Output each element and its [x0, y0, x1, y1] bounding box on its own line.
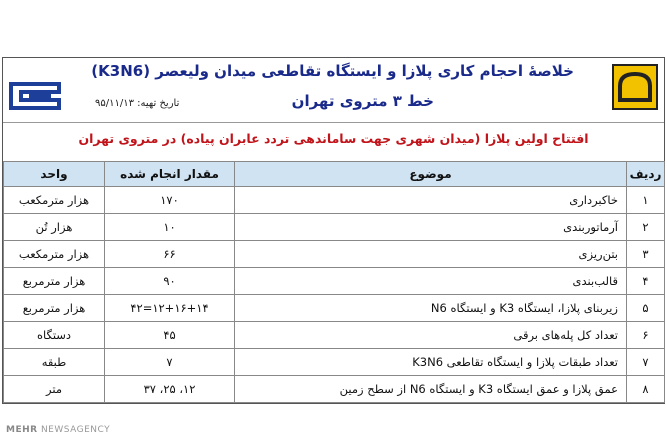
row-quantity: ۷ — [105, 349, 235, 376]
table-row — [4, 322, 665, 349]
row-unit: هزار مترمکعب — [4, 187, 105, 214]
row-number: ۵ — [627, 295, 665, 322]
table-header-row — [4, 162, 665, 187]
table-row — [4, 187, 665, 214]
company-logo-icon — [7, 78, 67, 114]
row-quantity: ۶۶ — [105, 241, 235, 268]
watermark-brand: MEHR — [6, 425, 38, 435]
table-row — [4, 268, 665, 295]
row-unit: هزار مترمربع — [4, 268, 105, 295]
row-topic: خاکبرداری — [235, 187, 627, 214]
tehran-metro-logo-icon — [612, 64, 658, 110]
row-topic: تعداد کل پله‌های برقی — [235, 322, 627, 349]
volumes-table — [3, 161, 665, 403]
infographic-frame — [2, 57, 665, 404]
row-quantity: ۱۲، ۲۵، ۳۷ — [105, 376, 235, 403]
row-quantity: ۴۵ — [105, 322, 235, 349]
row-topic: زیربنای پلازا، ایستگاه K3 و ایستگاه N6 — [235, 295, 627, 322]
watermark-suffix: NEWSAGENCY — [40, 425, 111, 435]
table-row — [4, 349, 665, 376]
row-unit: هزار مترمکعب — [4, 241, 105, 268]
table-row — [4, 214, 665, 241]
row-number: ۴ — [627, 268, 665, 295]
row-quantity: ۱۲+۱۶+۱۴=۴۲ — [105, 295, 235, 322]
row-unit: هزار تُن — [4, 214, 105, 241]
title-line-2: خط ۳ متروی تهران — [291, 92, 434, 110]
row-number: ۱ — [627, 187, 665, 214]
row-quantity: ۱۰ — [105, 214, 235, 241]
row-number: ۷ — [627, 349, 665, 376]
subtitle: افتتاح اولین پلازا (میدان شهری جهت ساماندهی تردد عابران پیاده) در متروی تهران — [3, 122, 664, 155]
col-header-topic: موضوع — [235, 162, 627, 187]
row-number: ۶ — [627, 322, 665, 349]
row-topic: تعداد طبقات پلازا و ایستگاه تقاطعی K3N6 — [235, 349, 627, 376]
row-number: ۲ — [627, 214, 665, 241]
row-number: ۸ — [627, 376, 665, 403]
table-row — [4, 295, 665, 322]
row-number: ۳ — [627, 241, 665, 268]
header — [3, 58, 664, 122]
title-line-1: خلاصهٔ احجام کاری پلازا و ایستگاه تقاطعی میدان ولیعصر (K3N6) — [91, 62, 574, 80]
col-header-quantity: مقدار انجام شده — [105, 162, 235, 187]
row-unit: متر — [4, 376, 105, 403]
row-topic: عمق پلازا و عمق ایستگاه K3 و ایستگاه N6 از سطح زمین — [235, 376, 627, 403]
table-row — [4, 376, 665, 403]
row-topic: بتن‌ریزی — [235, 241, 627, 268]
row-unit: هزار مترمربع — [4, 295, 105, 322]
row-quantity: ۹۰ — [105, 268, 235, 295]
row-quantity: ۱۷۰ — [105, 187, 235, 214]
watermark — [6, 425, 110, 435]
row-topic: آرماتوربندی — [235, 214, 627, 241]
row-unit: طبقه — [4, 349, 105, 376]
col-header-unit: واحد — [4, 162, 105, 187]
row-topic: قالب‌بندی — [235, 268, 627, 295]
prepared-date: تاریخ تهیه: ۹۵/۱۱/۱۳ — [95, 98, 180, 109]
table-row — [4, 241, 665, 268]
col-header-row-number: ردیف — [627, 162, 665, 187]
row-unit: دستگاه — [4, 322, 105, 349]
